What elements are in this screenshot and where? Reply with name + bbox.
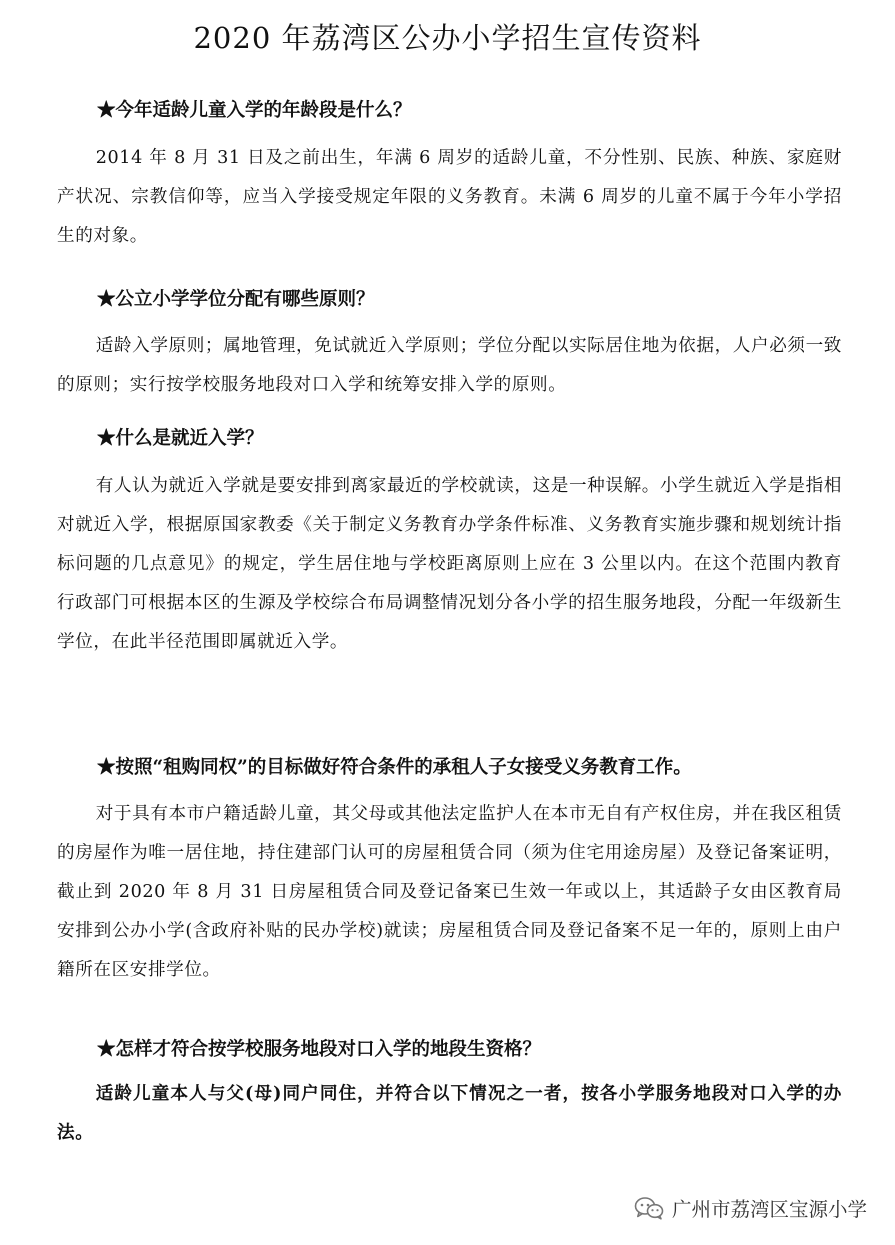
section-heading-rent: ★按照“租购同权”的目标做好符合条件的承租人子女接受义务教育工作。 <box>97 757 692 778</box>
section-paragraph-nearby: 有人认为就近入学就是要安排到离家最近的学校就读，这是一种误解。小学生就近入学是指相对就近入学，根据原国家教委《关于制定义务教育办学条件标准、义务教育实施步骤和规划统计指标问题的几点意见》的规定，学生居住地与学校距离原则上应在 3 公里以内。在这个范围内教育行政部门可根据本区的生源及学校综合布局调整情况划分各小学的招生服务地段，分配一年级新生学位，在此半径范围即属就近入学。 <box>57 476 842 652</box>
watermark <box>634 1194 867 1222</box>
section-paragraph-age: 2014 年 8 月 31 日及之前出生，年满 6 周岁的适龄儿童，不分性别、民族、种族、家庭财产状况、宗教信仰等，应当入学接受规定年限的义务教育。未满 6 周岁的儿童不属于今年小学招生的对象。 <box>57 148 842 246</box>
section-paragraph-district: 适龄儿童本人与父(母)同户同住，并符合以下情况之一者，按各小学服务地段对口入学的办法。 <box>57 1083 842 1143</box>
wechat-icon <box>634 1196 664 1220</box>
document-title: 2020 年荔湾区公办小学招生宣传资料 <box>193 21 702 55</box>
section-heading-nearby: ★什么是就近入学？ <box>97 428 264 449</box>
watermark-text: 广州市荔湾区宝源小学 <box>671 1198 867 1221</box>
section-paragraph-allocation: 适龄入学原则；属地管理，免试就近入学原则；学位分配以实际居住地为依据，人户必须一致的原则；实行按学校服务地段对口入学和统筹安排入学的原则。 <box>57 336 842 395</box>
section-heading-age: ★今年适龄儿童入学的年龄段是什么？ <box>97 100 412 121</box>
section-heading-allocation: ★公立小学学位分配有哪些原则？ <box>97 289 375 310</box>
section-heading-district: ★怎样才符合按学校服务地段对口入学的地段生资格？ <box>97 1039 542 1060</box>
section-paragraph-rent: 对于具有本市户籍适龄儿童，其父母或其他法定监护人在本市无自有产权住房，并在我区租赁的房屋作为唯一居住地，持住建部门认可的房屋租赁合同（须为住宅用途房屋）及登记备案证明，截止到 2020 年 8 月 31 日房屋租赁合同及登记备案已生效一年或以上，其适龄子女由区教育局安排到公办小学(含政府补贴的民办学校)就读；房屋租赁合同及登记备案不足一年的，原则上由户籍所在区安排学位。 <box>57 804 842 980</box>
